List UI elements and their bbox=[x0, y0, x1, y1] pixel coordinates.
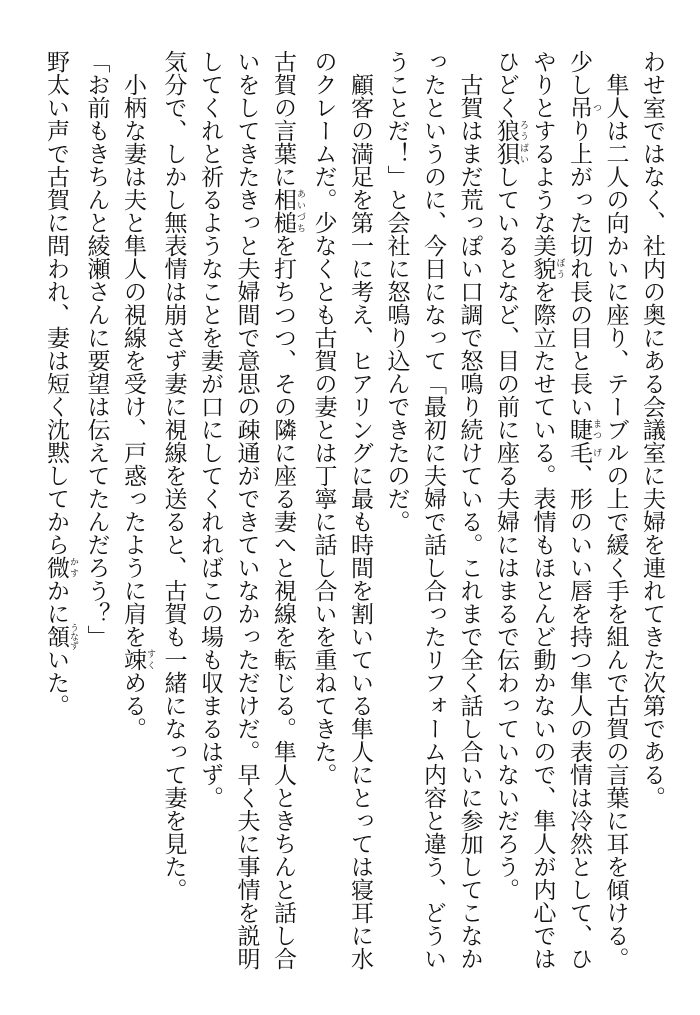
text-run: 古賀の言葉に bbox=[270, 50, 296, 188]
ruby-annotation bbox=[43, 556, 78, 579]
text-run: 顧客の満足を第一に考え、ヒアリングに最も時間を割いている隼人にとっては寝耳に水のクレームだ。少なくとも古賀の妻とは丁寧に話し合いを重ねてきた。 bbox=[310, 50, 373, 970]
ruby-base: 微 bbox=[43, 556, 69, 579]
ruby-annotation bbox=[566, 441, 601, 464]
ruby-reading: すく bbox=[145, 648, 155, 671]
ruby-reading: かす bbox=[68, 556, 78, 579]
ruby-reading: つ bbox=[591, 96, 601, 119]
text-run: わせ室ではなく、社内の奥にある会議室に夫婦を連れてきた次第である。 bbox=[639, 50, 665, 809]
paragraph bbox=[155, 50, 192, 985]
text-run: 「お前もきちんと綾瀬さんに要望は伝えてたんだろう？」 bbox=[83, 50, 110, 648]
text-run: める。 bbox=[120, 671, 146, 740]
text-run: 野太い声で古賀に問われ、妻は短く沈黙してから bbox=[43, 50, 69, 556]
ruby-base: 吊 bbox=[566, 96, 592, 119]
ruby-annotation bbox=[270, 188, 305, 234]
text-run: り上がった切れ長の目と長い bbox=[566, 119, 592, 418]
ruby-base: 頷 bbox=[43, 623, 69, 650]
text-run: 気分で、しかし無表情は崩さず妻に視線を送ると、古賀も一緒になって妻を見た。 bbox=[160, 50, 187, 901]
ruby-base: 貌 bbox=[529, 257, 556, 280]
paragraph bbox=[78, 50, 115, 985]
paragraph bbox=[115, 50, 156, 985]
ruby-base: 毛 bbox=[566, 441, 592, 464]
ruby-reading: あいづち bbox=[295, 188, 305, 234]
paragraph bbox=[305, 50, 378, 985]
text-run: いた。 bbox=[43, 648, 69, 717]
paragraph bbox=[192, 50, 306, 985]
text-run: 小柄な妻は夫と隼人の視線を受け、戸惑ったように肩を bbox=[120, 73, 146, 648]
ruby-reading: まつ bbox=[591, 418, 601, 441]
text-run: 、形のいい唇を持つ隼人の表情は冷然として、ひやりとするような美 bbox=[529, 50, 592, 970]
ruby-base: 相槌 bbox=[270, 188, 296, 234]
ruby-base: 睫 bbox=[566, 418, 592, 441]
paragraph bbox=[488, 50, 634, 985]
ruby-reading: げ bbox=[591, 441, 601, 464]
text-run: を際立たせている。表情もほとんど動かないので、隼人が内心ではひどく bbox=[493, 50, 556, 970]
text-run: を打ちつつ、その隣に座る妻へと視線を転じる。隼人ときちんと話し合いをしてきたきっと夫婦間で意思の疎通ができていなかっただけだ。早く夫に事情を説明してくれと祈るようなことを妻が口にしてくれればこの場も収まるはず。 bbox=[197, 50, 296, 970]
ruby-annotation bbox=[566, 418, 601, 441]
ruby-base: 竦 bbox=[120, 648, 146, 671]
text-run: 隼人は二人の向かいに座り、テーブルの上で緩く手を組んで古賀の言葉に耳を傾ける。少し bbox=[566, 50, 629, 970]
ruby-reading: ぼう bbox=[554, 257, 565, 280]
text-run: かに bbox=[43, 579, 69, 625]
text-run: しているとなど、目の前に座る夫婦にはまるで伝わっていないだろう。 bbox=[493, 165, 519, 901]
ruby-annotation bbox=[120, 648, 155, 671]
ruby-reading: うなず bbox=[68, 623, 78, 650]
paragraph bbox=[378, 50, 488, 985]
ruby-annotation bbox=[43, 623, 78, 650]
ruby-annotation bbox=[529, 257, 565, 280]
paragraph bbox=[634, 50, 671, 985]
vertical-text-body bbox=[20, 50, 670, 985]
text-run: 古賀はまだ荒っぽい口調で怒鳴り続けている。これまで全く話し合いに参加してこなかったというのに、今日になって「最初に夫婦で話し合ったリフォーム内容と違う、どういうことだ！」と会社に怒鳴り込んできたのだ。 bbox=[383, 50, 483, 970]
ruby-base: 狼狽 bbox=[493, 119, 519, 165]
ruby-annotation bbox=[566, 96, 601, 119]
ruby-annotation bbox=[493, 119, 528, 165]
ruby-reading: ろうばい bbox=[518, 119, 528, 165]
paragraph bbox=[38, 50, 79, 985]
